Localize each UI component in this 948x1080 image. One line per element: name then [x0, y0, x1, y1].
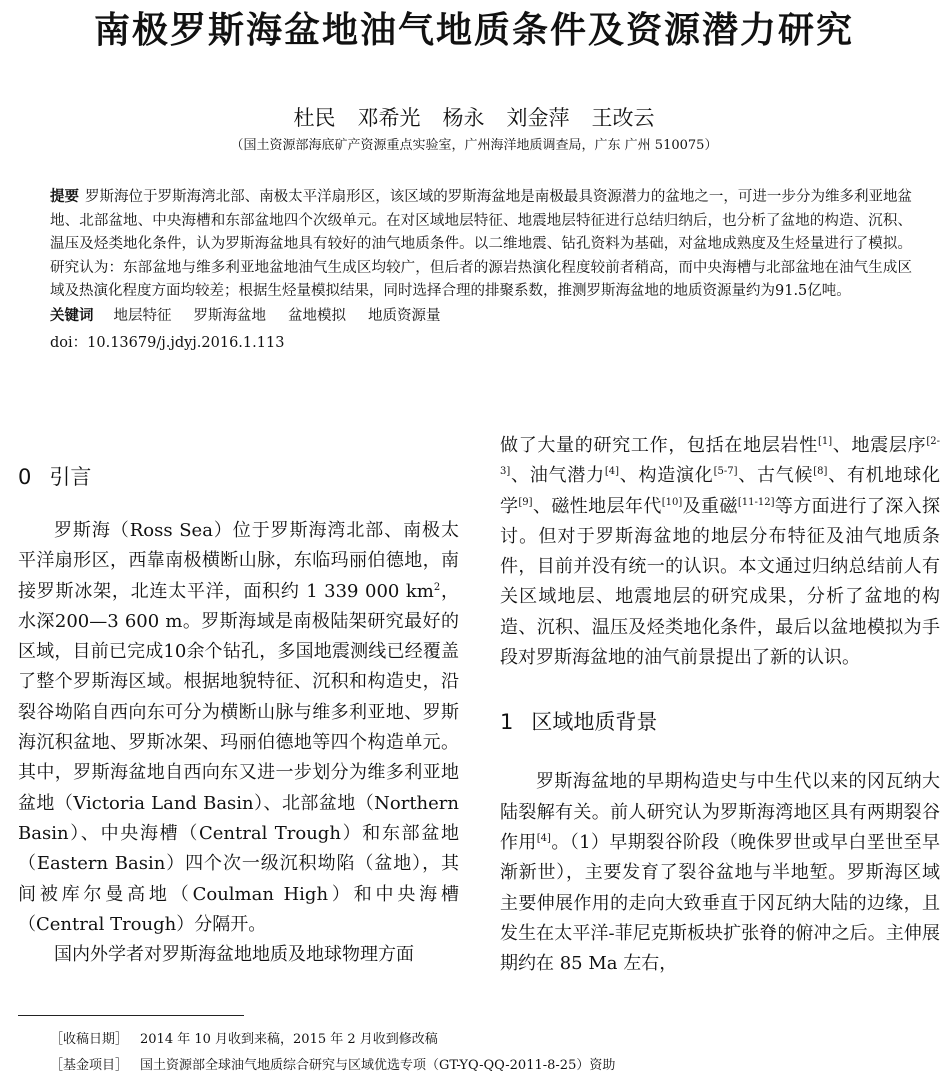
keyword: 地层特征 [113, 307, 172, 324]
paragraph-text: ，水深200—3 600 m。罗斯海域是南极陆架研究最好的区域，目前已完成10余个钻孔，多国地震测线已经覆盖了整个罗斯海区域。根据地貌特征、沉积和构造史，沿裂谷坳陷自西向东可分为横断山脉与维多利亚地、罗斯海沉积盆地、罗斯冰架、玛丽伯德地等四个构造单元。其中，罗斯海盆地自西向东又进一步划分为维多利亚地盆地（Victoria Land Basin）、北部盆地（Northern Basin）、中央海槽（Central Trough）和东部盆地（Eastern Basin）四个次一级沉积坳陷（盆地），其间被库尔曼高地（Coulman High）和中央海槽（Central Trough）分隔开。 [18, 580, 459, 935]
author-name: 杨永 [442, 106, 485, 130]
paragraph-text: 、磁性地层年代 [532, 495, 662, 517]
superscript: 2 [433, 581, 441, 593]
funding-note [50, 1053, 930, 1079]
body-paragraph [500, 767, 940, 979]
body-paragraph: 国内外学者对罗斯海盆地地质及地球物理方面 [54, 944, 414, 966]
abstract-label: 提要 [50, 189, 80, 205]
section-heading-introduction [18, 462, 459, 492]
author-name: 杜民 [293, 106, 336, 130]
paragraph-text: 。（1）早期裂谷阶段（晚侏罗世或早白垩世至早渐新世），主要发育了裂谷盆地与半地堑。罗斯海区域主要伸展作用的走向大致垂直于冈瓦纳大陆的边缘，且发生在太平洋-菲尼克斯板块扩张脊的俯冲之后。主伸展期约在 85 Ma 左右， [500, 831, 940, 975]
citation: [4] [604, 466, 619, 478]
body-paragraph [18, 516, 459, 940]
paragraph-text: 等方面进行了深入探讨。但对于罗斯海盆地的地层分布特征及油气地质条件，目前并没有统一的认识。本文通过归纳总结前人有关区域地层、地震地层的研究成果，分析了盆地的构造、沉积、温压及烃类地化条件，最后以盆地模拟为手段对罗斯海盆地的油气前景提出了新的认识。 [500, 495, 941, 669]
paragraph-text: 、油气潜力 [510, 465, 605, 487]
paper-title: 南极罗斯海盆地油气地质条件及资源潜力研究 [93, 10, 854, 51]
footnote-label: ［收稿日期］ [50, 1032, 129, 1047]
author-name: 刘金萍 [506, 106, 570, 130]
body-paragraph-continued [500, 431, 940, 673]
abstract-block [50, 186, 912, 356]
section-number: 1 [500, 710, 514, 735]
author-list [0, 102, 948, 134]
citation: [8] [813, 466, 828, 478]
citation: [5-7] [713, 466, 738, 478]
citation: [2-3] [500, 436, 940, 478]
paragraph-text: 及重磁 [682, 495, 738, 517]
footnote-label: ［基金项目］ [50, 1058, 129, 1073]
keywords-line [50, 305, 912, 329]
section-number: 0 [18, 465, 32, 489]
paragraph-text: 、古气候 [737, 465, 814, 487]
paragraph-text: 、地震层序 [832, 435, 927, 456]
right-column [500, 431, 940, 979]
abstract-text: 罗斯海位于罗斯海湾北部、南极太平洋扇形区，该区域的罗斯海盆地是南极最具资源潜力的盆地之一，可进一步分为维多利亚地盆地、北部盆地、中央海槽和东部盆地四个次级单元。在对区域地层特征、地震地层特征进行总结归纳后，也分析了盆地的构造、沉积、温压及烃类地化条件，认为罗斯海盆地具有较好的油气地质条件。以二维地震、钻孔资料为基础，对盆地成熟度及生烃量进行了模拟。研究认为：东部盆地与维多利亚地盆地油气生成区均较广，但后者的源岩热演化程度较前者稍高，而中央海槽与北部盆地在油气生成区域及热演化程度方面均较差；根据生烃量模拟结果，同时选择合理的排聚系数，推测罗斯海盆地的地质资源量约为91.5亿吨。 [50, 189, 913, 299]
received-date-note [50, 1027, 930, 1053]
keywords-label: 关键词 [50, 307, 94, 324]
author-name: 邓希光 [357, 106, 421, 130]
footnote-text: 国土资源部全球油气地质综合研究与区域优选专项（GT-YQ-QQ-2011-8-25）资助 [140, 1058, 616, 1073]
citation: [11-12] [737, 496, 775, 508]
keyword: 盆地模拟 [288, 307, 346, 324]
doi: doi：10.13679/j.jdyj.2016.1.113 [50, 335, 285, 351]
section-title: 区域地质背景 [531, 710, 658, 735]
footnote-text: 2014 年 10 月收到来稿，2015 年 2 月收到修改稿 [140, 1032, 438, 1047]
paragraph-text: 罗斯海盆地的早期构造史与中生代以来的冈瓦纳大陆裂解有关。前人研究认为罗斯海湾地区具有两期裂谷作用 [500, 771, 940, 853]
keyword: 罗斯海盆地 [193, 307, 266, 324]
paragraph-text: 、有机地球化学 [500, 465, 941, 517]
citation: [10] [661, 496, 683, 508]
citation: [1] [817, 436, 833, 447]
paragraph-text: 做了大量的研究工作，包括在地层岩性 [500, 435, 818, 456]
section-title: 引言 [49, 465, 92, 489]
abstract-paragraph [50, 186, 912, 304]
citation: [4] [536, 832, 551, 844]
author-name: 王改云 [591, 106, 655, 130]
citation: [9] [518, 496, 533, 508]
keyword: 地质资源量 [368, 307, 441, 324]
paragraph-text: 罗斯海（Ross Sea）位于罗斯海湾北部、南极太平洋扇形区，西靠南极横断山脉，东临玛丽伯德地，南接罗斯冰架，北连太平洋，面积约 1 339 000 km [18, 520, 459, 602]
paragraph-text: 、构造演化 [619, 465, 714, 487]
footnotes [50, 1027, 930, 1079]
section-heading-regional-geology [500, 707, 940, 737]
footnote-divider [18, 1015, 244, 1016]
left-column [18, 462, 459, 970]
author-affiliation: （国土资源部海底矿产资源重点实验室，广州海洋地质调查局，广东 广州 510075） [230, 138, 718, 153]
